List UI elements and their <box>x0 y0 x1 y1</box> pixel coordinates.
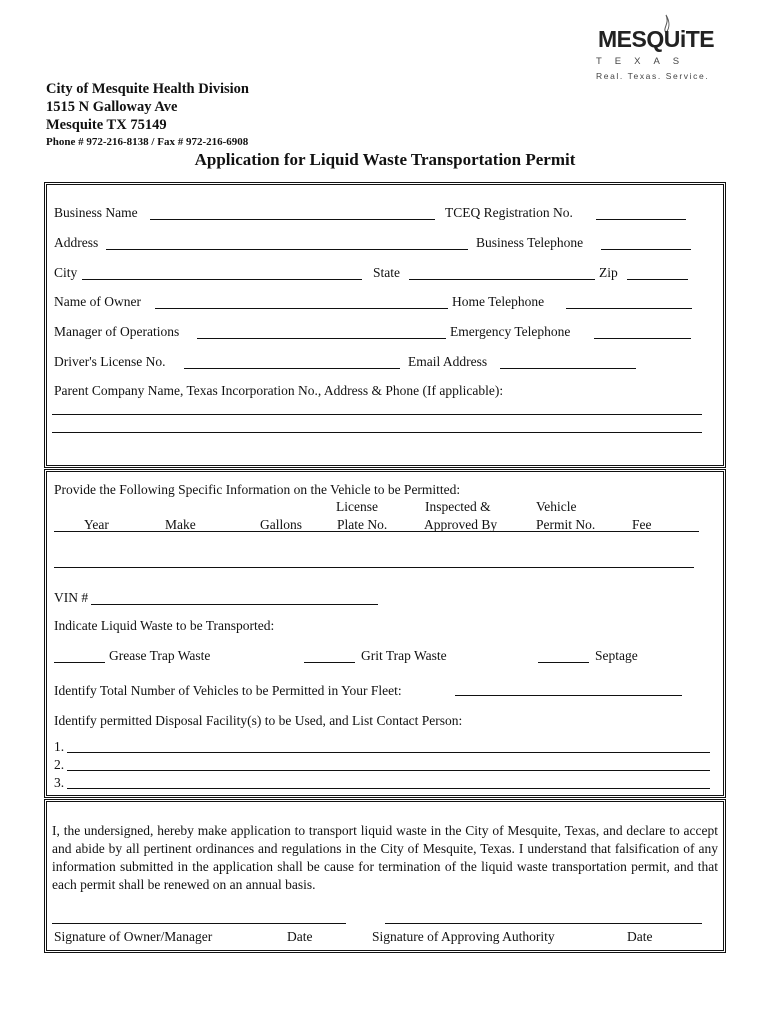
year-header: Year <box>84 517 109 532</box>
authority-date-label: Date <box>627 929 653 944</box>
inspected-header-bottom: Approved By <box>424 517 498 532</box>
owner-label: Name of Owner <box>54 294 141 309</box>
owner-signature-field[interactable] <box>52 923 346 924</box>
org-name: City of Mesquite Health Division <box>46 81 249 97</box>
vehicle-data-field[interactable] <box>54 567 694 568</box>
vehicle-header-top: Vehicle <box>536 499 577 514</box>
zip-field[interactable] <box>627 279 688 280</box>
email-label: Email Address <box>408 354 488 369</box>
home-telephone-label: Home Telephone <box>452 294 545 309</box>
address-label: Address <box>54 235 99 250</box>
make-header: Make <box>165 517 196 532</box>
owner-signature-label: Signature of Owner/Manager <box>54 929 213 944</box>
total-vehicles-field[interactable] <box>455 695 682 696</box>
grease-trap-label: Grease Trap Waste <box>109 648 211 663</box>
authority-signature-label: Signature of Approving Authority <box>372 929 555 944</box>
owner-date-label: Date <box>287 929 313 944</box>
business-name-field[interactable] <box>150 219 435 220</box>
disposal-item-1-label: 1. <box>54 739 65 754</box>
disposal-item-1-field[interactable] <box>67 752 710 753</box>
zip-label: Zip <box>599 265 618 280</box>
logo-state: TEXAS <box>596 56 693 67</box>
owner-field[interactable] <box>155 308 448 309</box>
emergency-telephone-field[interactable] <box>594 338 691 339</box>
state-field[interactable] <box>409 279 595 280</box>
manager-field[interactable] <box>197 338 446 339</box>
indicate-waste-label: Indicate Liquid Waste to be Transported: <box>54 618 275 633</box>
org-phone-fax: Phone # 972-216-8138 / Fax # 972-216-6908 <box>46 136 249 148</box>
disposal-facility-label: Identify permitted Disposal Facility(s) to be Used, and List Contact Person: <box>54 713 463 728</box>
disposal-item-3-field[interactable] <box>67 788 710 789</box>
license-header-top: License <box>336 499 378 514</box>
grit-trap-checkbox[interactable] <box>304 662 355 663</box>
gallons-header: Gallons <box>260 517 302 532</box>
business-name-label: Business Name <box>54 205 138 220</box>
drivers-license-label: Driver's License No. <box>54 354 166 369</box>
tceq-field[interactable] <box>596 219 686 220</box>
column-header-rule <box>54 531 699 532</box>
logo-wordmark: MESQUiTE <box>598 26 715 52</box>
parent-company-field-2[interactable] <box>52 432 702 433</box>
declaration-statement: I, the undersigned, hereby make application to transport liquid waste in the City of Mesquite, Texas, and declare to accept and abide by all pertinent ordinances and regulations in the City of Mesquite, Texas. I understand that falsification of any information submitted in the application shall be cause for termination of the liquid waste transportation permit, and that each permit shall be renewed on an annual basis. <box>52 823 718 892</box>
vin-field[interactable] <box>91 604 378 605</box>
grease-trap-checkbox[interactable] <box>54 662 105 663</box>
address-field[interactable] <box>106 249 468 250</box>
emergency-telephone-label: Emergency Telephone <box>450 324 571 339</box>
logo-tagline: Real. Texas. Service. <box>596 71 710 81</box>
home-telephone-field[interactable] <box>566 308 692 309</box>
org-address-line1: 1515 N Galloway Ave <box>46 99 178 115</box>
business-telephone-field[interactable] <box>601 249 691 250</box>
vin-label: VIN # <box>54 590 89 605</box>
city-label: City <box>54 265 78 280</box>
fee-header: Fee <box>632 517 652 532</box>
vehicle-header-bottom: Permit No. <box>536 517 596 532</box>
parent-company-field-1[interactable] <box>52 414 702 415</box>
business-telephone-label: Business Telephone <box>476 235 584 250</box>
state-label: State <box>373 265 400 280</box>
disposal-item-2-field[interactable] <box>67 770 710 771</box>
org-address-line2: Mesquite TX 75149 <box>46 117 167 133</box>
septage-label: Septage <box>595 648 638 663</box>
septage-checkbox[interactable] <box>538 662 589 663</box>
inspected-header-top: Inspected & <box>425 499 491 514</box>
disposal-item-3-label: 3. <box>54 775 65 790</box>
drivers-license-field[interactable] <box>184 368 400 369</box>
disposal-item-2-label: 2. <box>54 757 65 772</box>
parent-company-label: Parent Company Name, Texas Incorporation No., Address & Phone (If applicable): <box>54 383 504 398</box>
email-field[interactable] <box>500 368 636 369</box>
page-title: Application for Liquid Waste Transportation Permit <box>194 150 576 169</box>
total-vehicles-label: Identify Total Number of Vehicles to be Permitted in Your Fleet: <box>54 683 402 698</box>
vehicle-intro-text: Provide the Following Specific Information on the Vehicle to be Permitted: <box>54 482 461 497</box>
license-header-bottom: Plate No. <box>337 517 388 532</box>
manager-label: Manager of Operations <box>54 324 180 339</box>
tceq-label: TCEQ Registration No. <box>445 205 573 220</box>
grit-trap-label: Grit Trap Waste <box>361 648 447 663</box>
city-field[interactable] <box>82 279 362 280</box>
authority-signature-field[interactable] <box>385 923 702 924</box>
